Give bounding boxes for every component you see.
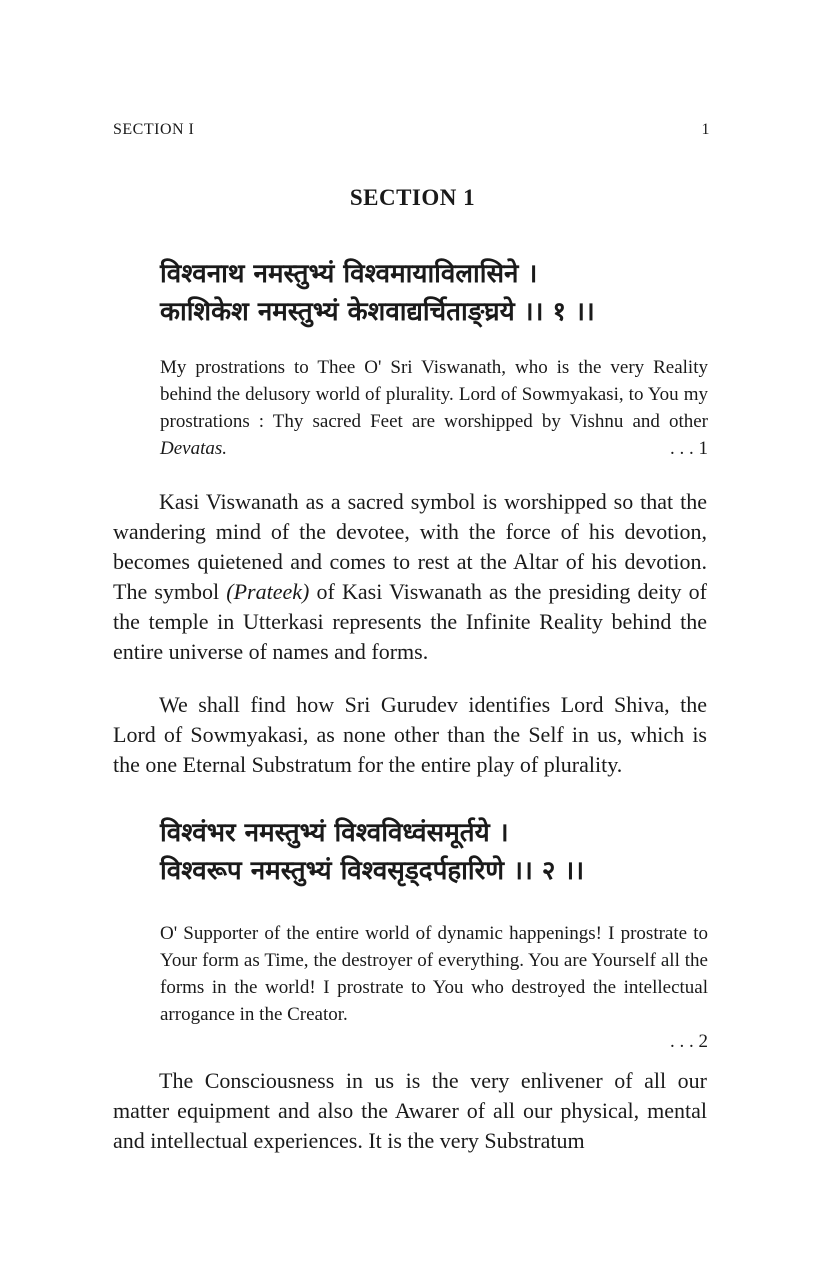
verse-1-line-1: विश्वनाथ नमस्तुभ्यं विश्वमायाविलासिने । [160,259,538,289]
paragraph-1-italic: (Prateek) [226,579,310,604]
translation-1 [160,354,708,462]
paragraph-1-text-b: of Kasi Viswanath as the presiding deity of the temple in Utterkasi represents the Infinite Reality behind the entire universe of names and forms. [113,579,707,664]
paragraph-1-text-a: Kasi Viswanath as a sacred symbol is worshipped so that the wandering mind of the devotee, with the force of his devotion, becomes quietened and comes to rest at the Altar of his devotion. The symbol [113,489,707,604]
translation-2 [160,920,708,1028]
verse-1-line-2: काशिकेश नमस्तुभ्यं केशवाद्यर्चिताङ्घ्रये ।। १ ।। [160,297,595,327]
section-title: SECTION 1 [349,185,476,210]
translation-2-text: O' Supporter of the entire world of dynamic happenings! I prostrate to Your form as Time, the destroyer of everything. You are Yourself all the forms in the world! I prostrate to You who destroyed the intellectual arrogance in the Creator. [160,923,708,1025]
running-header-section: SECTION I [113,121,195,138]
paragraph-1 [113,487,707,667]
paragraph-3-text: The Consciousness in us is the very enlivener of all our matter equipment and also the Awarer of all our physical, mental and intellectual experiences. It is the very Substratum [113,1068,707,1153]
translation-1-italic: Devatas. [160,438,228,459]
sanskrit-verse-2 [160,814,584,890]
page-number: 1 [701,121,710,138]
translation-2-ref: . . . 2 [670,1031,708,1052]
paragraph-2-text: We shall find how Sri Gurudev identifies Lord Shiva, the Lord of Sowmyakasi, as none other than the Self in us, which is the one Eternal Substratum for the entire play of plurality. [113,692,707,777]
sanskrit-verse-1 [160,255,595,331]
running-header [113,121,710,143]
translation-1-ref: . . . 1 [670,438,708,459]
paragraph-3 [113,1066,707,1156]
paragraph-2 [113,690,707,780]
translation-1-text: My prostrations to Thee O' Sri Viswanath, who is the very Reality behind the delusory world of plurality. Lord of Sowmyakasi, to You my prostrations : Thy sacred Feet are worshipped by Vishnu and other [160,357,708,432]
verse-2-line-1: विश्वंभर नमस्तुभ्यं विश्वविध्वंसमूर्तये । [160,818,509,848]
verse-2-line-2: विश्वरूप नमस्तुभ्यं विश्वसृड्दर्पहारिणे ।। २ ।। [160,856,585,886]
